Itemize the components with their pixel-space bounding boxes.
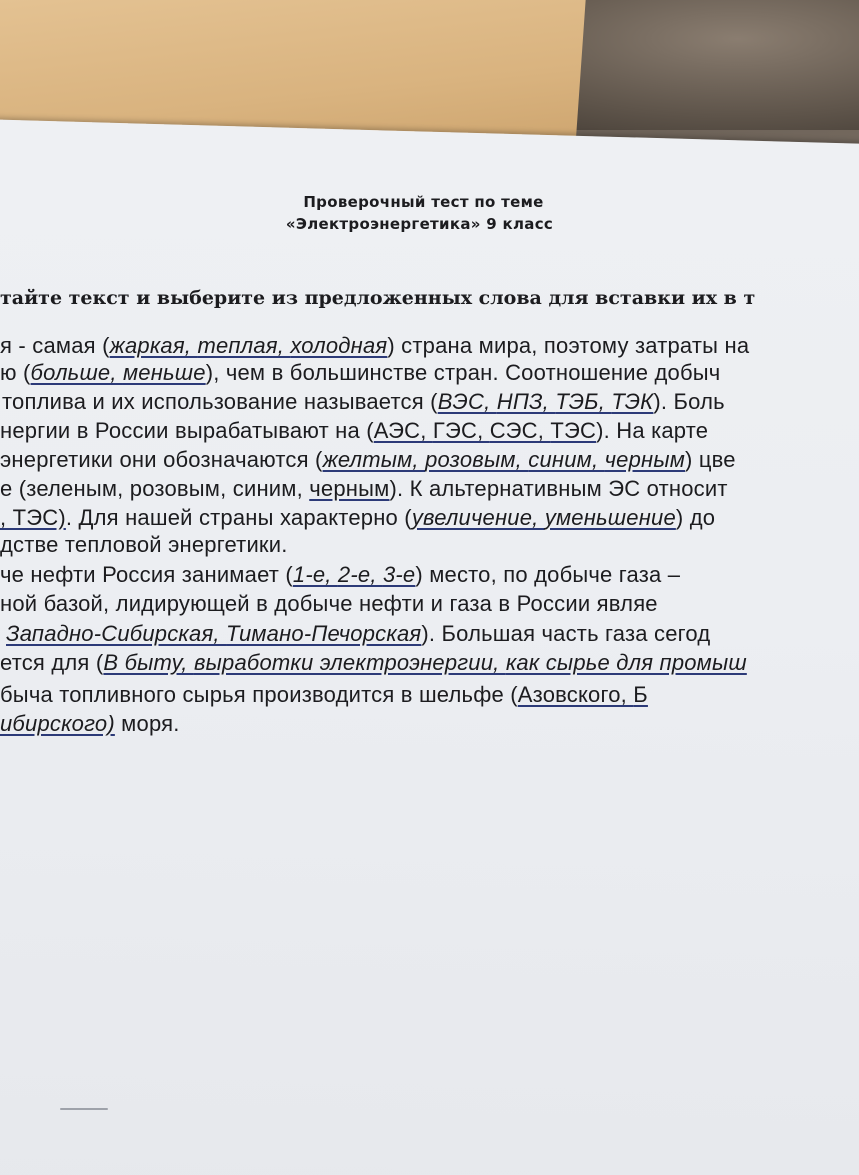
answer-option: черным xyxy=(604,447,686,472)
text-line xyxy=(0,447,736,473)
answer-option: Азовского, xyxy=(517,682,634,707)
text-line xyxy=(0,505,715,531)
answer-option: выработки электроэнергии, xyxy=(193,650,506,675)
text-segment: ю ( xyxy=(0,360,31,385)
text-segment: моря. xyxy=(114,711,180,736)
answer-option: теплая, xyxy=(197,333,291,358)
answer-option: ТЭБ, xyxy=(555,389,612,414)
text-segment: ). На карте xyxy=(596,418,709,443)
document-title-line2: «Электроэнергетика» 9 класс xyxy=(285,215,554,233)
answer-option: 2-е, xyxy=(337,562,383,587)
text-line xyxy=(2,389,725,415)
text-line xyxy=(0,476,728,502)
answer-option: как сырье для промыш xyxy=(505,650,747,675)
text-line xyxy=(0,591,658,617)
text-segment: ) место, по добыче газа – xyxy=(415,562,681,587)
answer-option: меньше xyxy=(122,360,206,385)
text-segment: ной базой, лидирующей в добыче нефти и газа в России являе xyxy=(0,591,658,616)
document-title-line1: Проверочный тест по теме xyxy=(303,193,544,211)
answer-option: АЭС, xyxy=(373,418,433,443)
text-segment: энергетики они обозначаются ( xyxy=(0,447,323,472)
text-segment: ). Большая часть газа сегод xyxy=(421,621,711,646)
text-line xyxy=(0,711,180,737)
text-segment: е (зеленым, розовым, синим, xyxy=(0,476,310,501)
text-segment: ). К альтернативным ЭС относит xyxy=(389,476,728,501)
text-segment: ) цве xyxy=(685,447,736,472)
answer-option: холодная xyxy=(290,333,388,358)
text-segment: . Для нашей страны характерно ( xyxy=(65,505,412,530)
answer-option: Тимано-Печорская xyxy=(226,621,422,646)
text-line xyxy=(0,562,680,588)
answer-option: больше, xyxy=(30,360,123,385)
text-line xyxy=(0,360,720,386)
answer-option: ГЭС, xyxy=(432,418,490,443)
text-segment: че нефти Россия занимает ( xyxy=(0,562,293,587)
text-segment: топлива и их использование называется ( xyxy=(2,389,438,414)
answer-option: ВЭС, xyxy=(437,389,497,414)
text-segment: ется для ( xyxy=(0,650,104,675)
answer-option: ТЭК xyxy=(611,389,654,414)
text-segment: ), чем в большинстве стран. Соотношение добыч xyxy=(205,360,721,385)
answer-option: черным xyxy=(309,476,390,501)
text-line xyxy=(0,418,708,444)
answer-option: Б xyxy=(633,682,648,707)
text-segment: ). Боль xyxy=(653,389,725,414)
instruction-text: тайте текст и выберите из предложенных слова для вставки их в т xyxy=(0,287,756,309)
text-line xyxy=(6,621,710,647)
text-line xyxy=(0,650,747,676)
answer-option: НПЗ, xyxy=(496,389,556,414)
text-line xyxy=(0,682,648,708)
answer-option: , ТЭС) xyxy=(0,505,66,530)
answer-option: синим, xyxy=(528,447,605,472)
text-line xyxy=(0,333,749,359)
answer-option: уменьшение xyxy=(544,505,676,530)
answer-option: В быту, xyxy=(103,650,194,675)
answer-option: увеличение, xyxy=(411,505,545,530)
answer-option: 3-е xyxy=(382,562,416,587)
text-line xyxy=(0,532,288,558)
text-segment: ) страна мира, поэтому затраты на xyxy=(387,333,750,358)
answer-option: ТЭС xyxy=(550,418,597,443)
text-segment: я - самая ( xyxy=(0,333,110,358)
text-segment: дстве тепловой энергетики. xyxy=(0,532,288,557)
answer-option: жаркая, xyxy=(109,333,198,358)
answer-option: Западно-Сибирская, xyxy=(6,621,227,646)
text-segment: быча топливного сырья производится в шельфе ( xyxy=(0,682,518,707)
answer-option: желтым, xyxy=(322,447,426,472)
answer-option: СЭС, xyxy=(489,418,551,443)
answer-option: ибирского) xyxy=(0,711,115,736)
pencil-mark xyxy=(60,1108,108,1110)
text-segment: нергии в России вырабатывают на ( xyxy=(0,418,374,443)
text-segment: ) до xyxy=(675,505,716,530)
answer-option: розовым, xyxy=(425,447,529,472)
answer-option: 1-е, xyxy=(292,562,338,587)
